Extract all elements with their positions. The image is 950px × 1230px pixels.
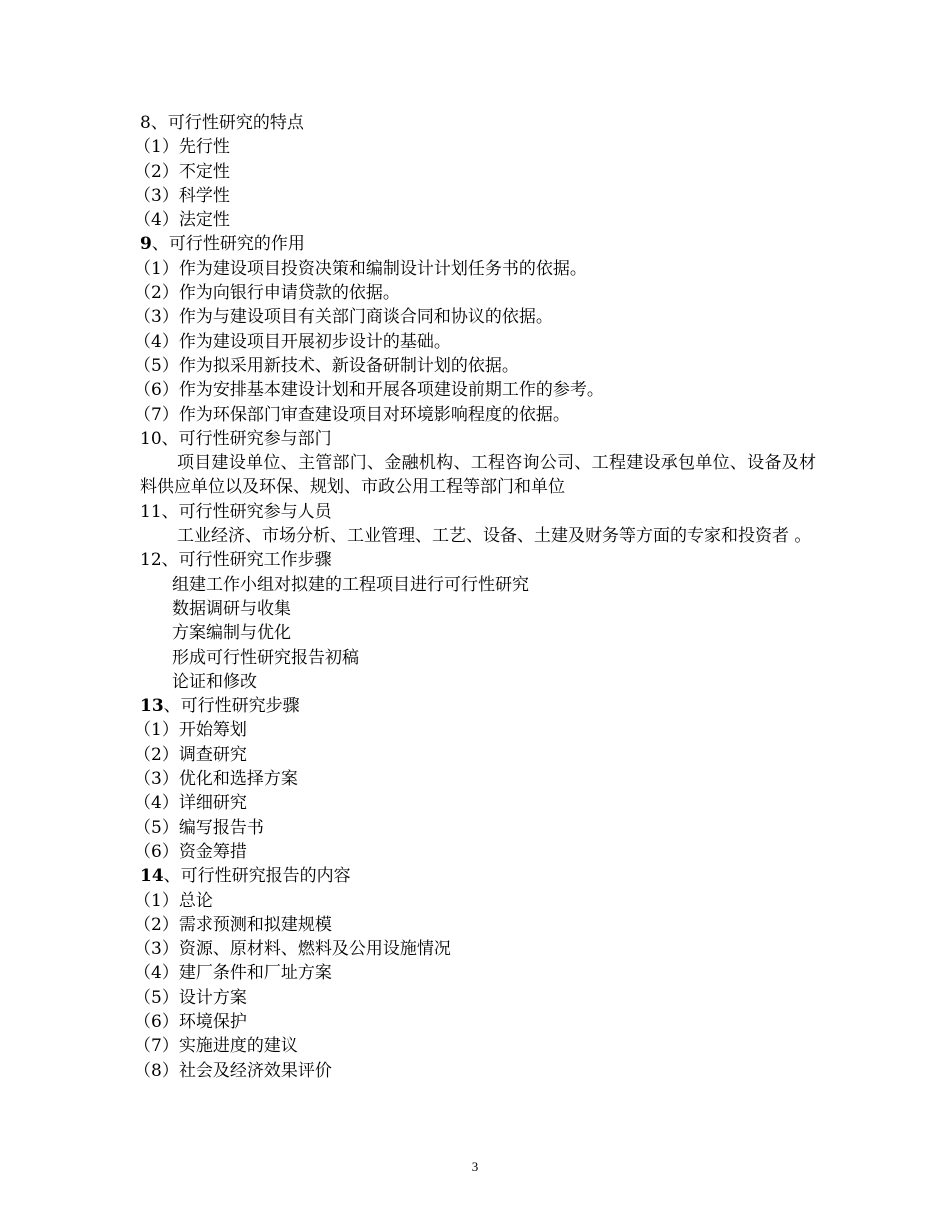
list-item: （4）法定性 <box>134 210 230 231</box>
heading-section-12 <box>140 548 816 572</box>
step-item: 论证和修改 <box>172 671 257 692</box>
heading-section-9 <box>140 232 816 256</box>
list-item: （2）作为向银行申请贷款的依据。 <box>134 283 400 304</box>
step-item: 方案编制与优化 <box>172 623 291 644</box>
section-number: 13 <box>140 696 164 717</box>
list-item: （6）资金筹措 <box>134 841 247 862</box>
list-item: （6）作为安排基本建设计划和开展各项建设前期工作的参考。 <box>134 380 604 401</box>
list-item: （4）作为建设项目开展初步设计的基础。 <box>134 331 451 352</box>
list-item: （3）优化和选择方案 <box>134 769 298 790</box>
section-number: 9 <box>140 234 152 255</box>
paragraph-departments: 项目建设单位、主管部门、金融机构、工程咨询公司、工程建设承包单位、设备及材料供应单位以及环保、规划、市政公用工程等部门和单位 <box>140 453 816 498</box>
list-item: （3）资源、原材料、燃料及公用设施情况 <box>134 939 451 960</box>
heading-section-13 <box>140 694 816 718</box>
list-item: （3）作为与建设项目有关部门商谈合同和协议的依据。 <box>134 307 553 328</box>
list-item: （4）建厂条件和厂址方案 <box>134 963 332 984</box>
list-item: （8）社会及经济效果评价 <box>134 1060 332 1081</box>
list-item: （2）需求预测和拟建规模 <box>134 914 332 935</box>
list-item: （5）设计方案 <box>134 987 247 1008</box>
list-item: （1）先行性 <box>134 137 230 158</box>
section-title: 、可行性研究的作用 <box>151 234 305 255</box>
page-content <box>134 111 816 1083</box>
list-item: （1）作为建设项目投资决策和编制设计计划任务书的依据。 <box>134 258 587 279</box>
section-title: 、可行性研究报告的内容 <box>163 866 351 887</box>
section-number: 10 <box>140 428 162 449</box>
list-item: （6）环境保护 <box>134 1011 247 1032</box>
list-item: （5）编写报告书 <box>134 817 264 838</box>
page-number: 3 <box>471 1159 479 1174</box>
heading-section-14 <box>140 864 816 888</box>
section-title: 、可行性研究的特点 <box>150 113 304 133</box>
section-number: 11 <box>140 501 162 522</box>
heading-section-10 <box>140 427 816 451</box>
step-item: 形成可行性研究报告初稿 <box>172 647 359 668</box>
section-title: 、可行性研究工作步骤 <box>161 550 332 571</box>
section-title: 、可行性研究步骤 <box>163 696 300 717</box>
heading-section-11 <box>140 500 816 524</box>
list-item: （7）实施进度的建议 <box>134 1036 298 1057</box>
section-title: 、可行性研究参与部门 <box>161 428 332 449</box>
section-number: 8 <box>140 113 151 133</box>
list-item: （5）作为拟采用新技术、新设备研制计划的依据。 <box>134 355 519 376</box>
step-item: 组建工作小组对拟建的工程项目进行可行性研究 <box>172 574 529 595</box>
list-item: （2）调查研究 <box>134 744 247 765</box>
section-title: 、可行性研究参与人员 <box>161 501 332 522</box>
list-item: （3）科学性 <box>134 185 230 206</box>
list-item: （1）开始筹划 <box>134 720 247 741</box>
list-item: （7）作为环保部门审查建设项目对环境影响程度的依据。 <box>134 404 570 425</box>
section-number: 12 <box>140 550 162 571</box>
step-item: 数据调研与收集 <box>172 598 291 619</box>
paragraph-personnel: 工业经济、市场分析、工业管理、工艺、设备、土建及财务等方面的专家和投资者 。 <box>177 526 812 547</box>
section-number: 14 <box>140 866 164 887</box>
list-item: （4）详细研究 <box>134 793 247 814</box>
list-item: （1）总论 <box>134 890 213 911</box>
heading-section-8 <box>140 111 816 135</box>
list-item: （2）不定性 <box>134 161 230 182</box>
